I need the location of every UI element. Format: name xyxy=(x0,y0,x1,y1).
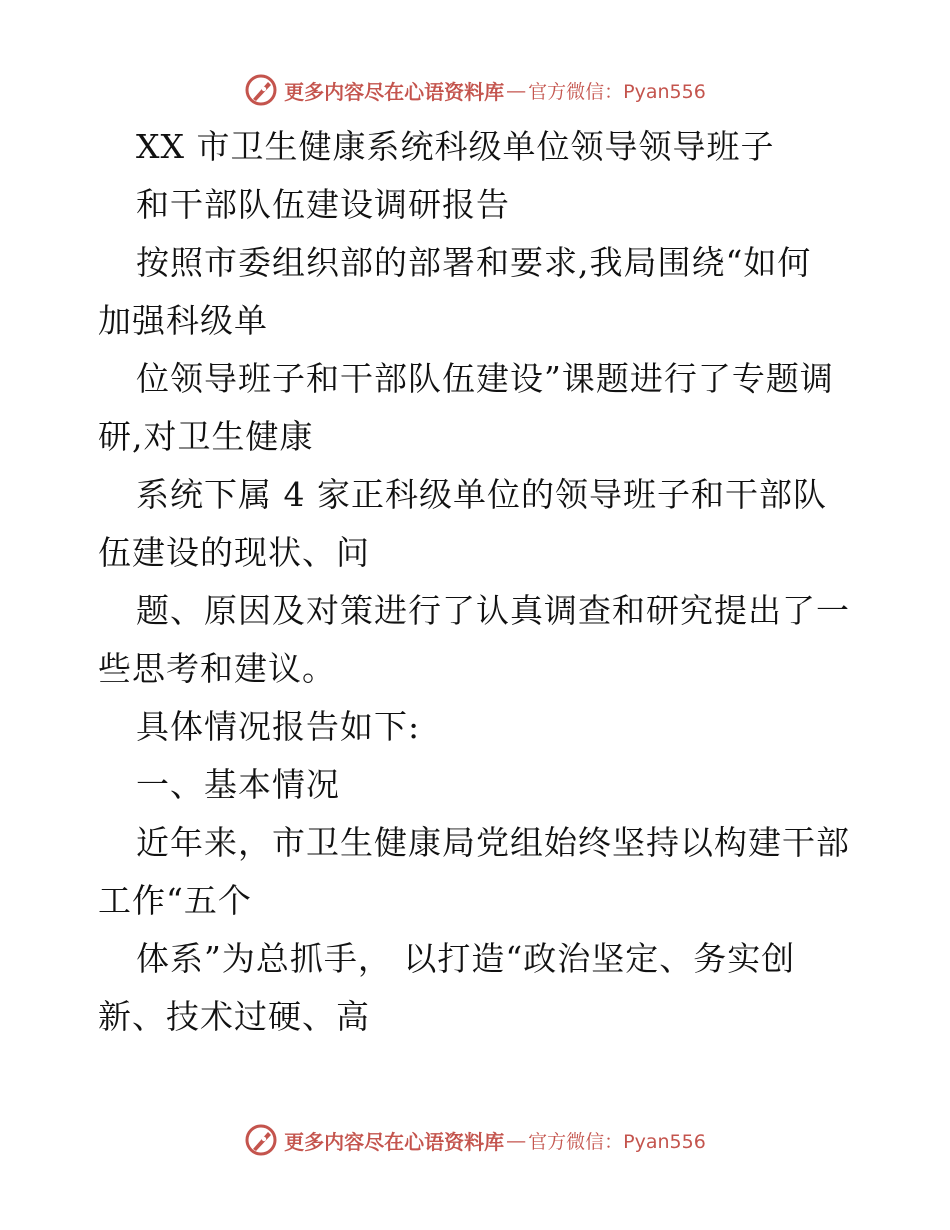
paragraph-line: 系统下属 4 家正科级单位的领导班子和干部队 xyxy=(136,475,827,514)
paragraph-line: 研,对卫生健康 xyxy=(98,417,314,456)
paragraph-line: 具体情况报告如下: xyxy=(136,707,421,746)
watermark-banner-top xyxy=(0,70,950,110)
paragraph-line: 题、原因及对策进行了认真调查和研究提出了一 xyxy=(136,591,850,630)
paragraph-line: 近年来，市卫生健康局党组始终坚持以构建干部 xyxy=(136,823,850,862)
paragraph-line: 按照市委组织部的部署和要求,我局围绕“如何 xyxy=(136,243,812,282)
paragraph-line: 新、技术过硬、高 xyxy=(98,997,370,1036)
watermark-separator: — xyxy=(506,1128,527,1152)
title-line-1: XX 市卫生健康系统科级单位领导领导班子 xyxy=(136,127,775,166)
watermark-text: 更多内容尽在心语资料库 xyxy=(284,1129,505,1154)
paragraph-line: 加强科级单 xyxy=(98,301,268,340)
section-heading: 一、基本情况 xyxy=(136,765,340,804)
pen-nib-circle-icon xyxy=(244,1123,278,1157)
paragraph-line: 些思考和建议。 xyxy=(98,649,336,688)
paragraph-line: 工作“五个 xyxy=(98,881,252,920)
watermark-wechat: 官方微信：Pyan556 xyxy=(528,1130,706,1153)
watermark-wechat: 官方微信：Pyan556 xyxy=(528,80,706,103)
paragraph-line: 伍建设的现状、问 xyxy=(98,533,370,572)
watermark-text: 更多内容尽在心语资料库 xyxy=(284,79,505,104)
paragraph-line: 体系”为总抓手， 以打造“政治坚定、务实创 xyxy=(136,939,796,978)
pen-nib-circle-icon xyxy=(244,73,278,107)
document-body xyxy=(98,118,858,1046)
watermark-separator: — xyxy=(506,78,527,102)
title-line-2: 和干部队伍建设调研报告 xyxy=(136,185,510,224)
watermark-banner-bottom xyxy=(0,1120,950,1160)
paragraph-line: 位领导班子和干部队伍建设”课题进行了专题调 xyxy=(136,359,834,398)
